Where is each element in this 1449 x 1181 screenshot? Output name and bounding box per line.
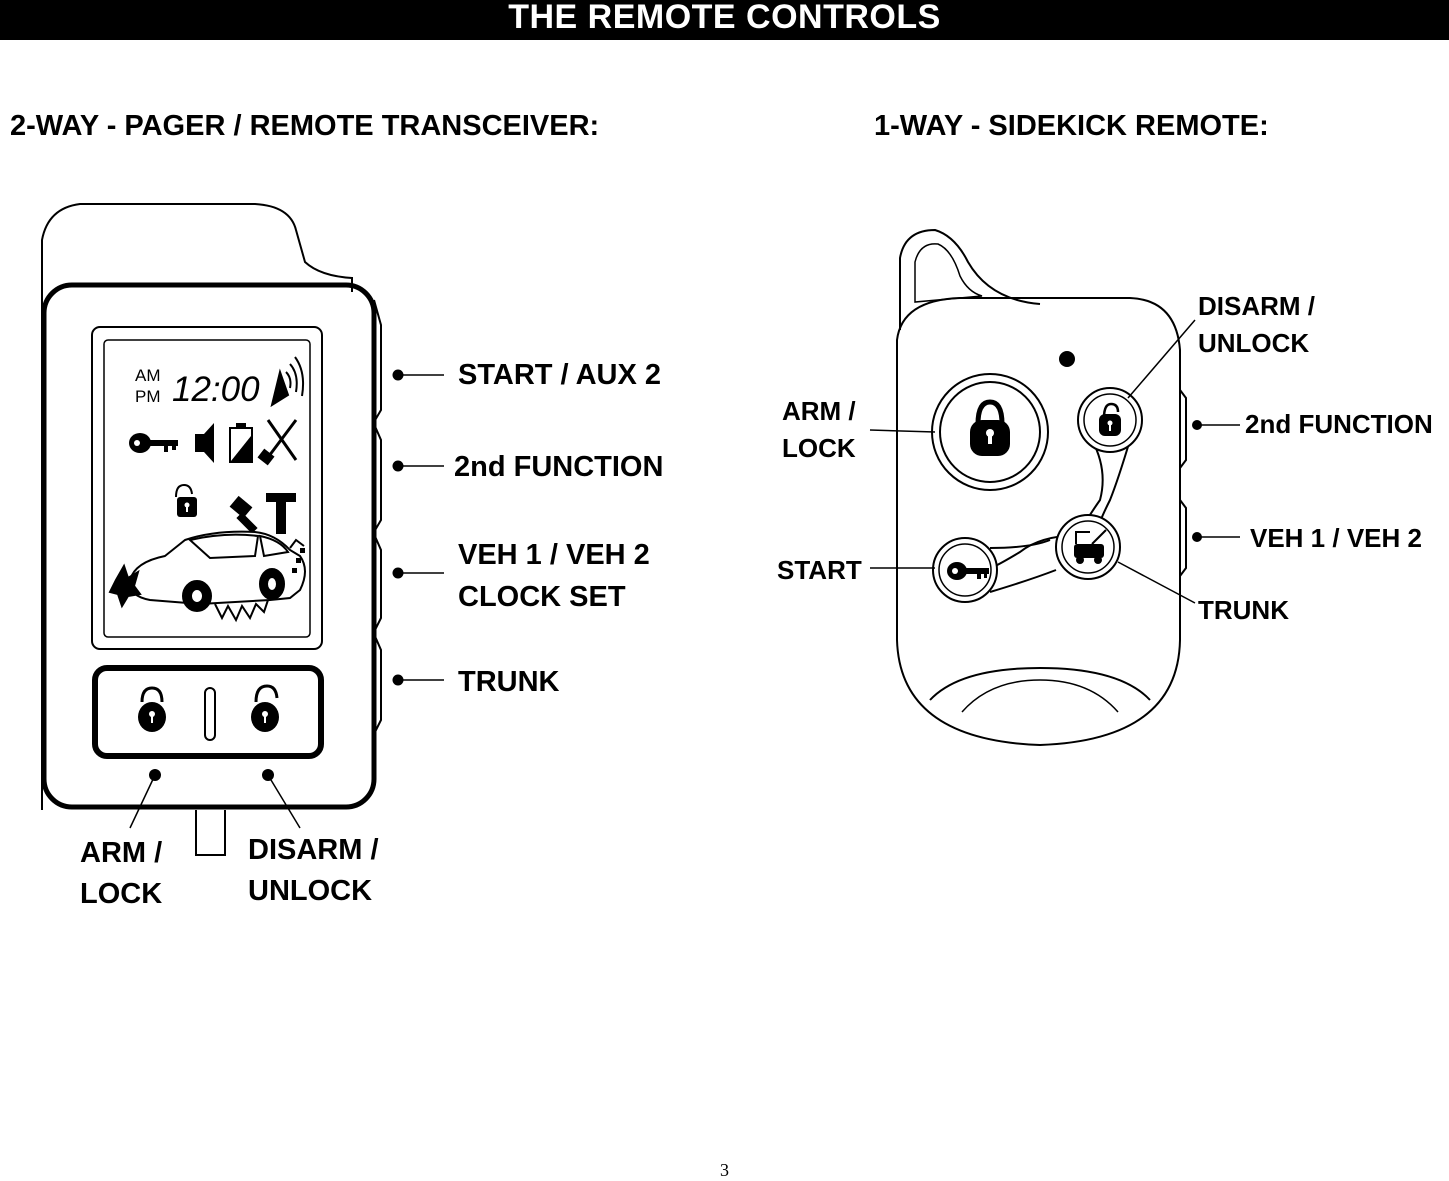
two-way-heading: 2-WAY - PAGER / REMOTE TRANSCEIVER: <box>10 110 600 142</box>
label-trunk: TRUNK <box>458 666 560 698</box>
sk-label-unlock: UNLOCK <box>1198 328 1310 358</box>
lock-icon <box>138 688 166 732</box>
sidekick-remote <box>897 230 1186 745</box>
label-unlock: UNLOCK <box>248 875 373 907</box>
sidekick-lock-button <box>932 374 1048 490</box>
car-icon <box>110 532 305 620</box>
pager-callouts <box>398 375 444 680</box>
sk-label-veh: VEH 1 / VEH 2 <box>1250 523 1422 553</box>
sidekick-unlock-button <box>1078 388 1142 452</box>
unlock-icon <box>176 485 197 517</box>
one-way-heading: 1-WAY - SIDEKICK REMOTE: <box>874 110 1269 142</box>
sk-label-arm: ARM / <box>782 396 856 426</box>
label-veh: VEH 1 / VEH 2 <box>458 539 650 571</box>
tools-icon <box>260 420 296 463</box>
sidekick-start-button <box>933 538 997 602</box>
led-indicator <box>1059 351 1075 367</box>
pager-arm-dot <box>149 769 161 781</box>
label-2nd-function: 2nd FUNCTION <box>454 451 664 483</box>
pager-disarm-dot <box>262 769 274 781</box>
sk-label-2nd-function: 2nd FUNCTION <box>1245 409 1433 439</box>
key-icon <box>129 433 178 453</box>
pager-remote <box>42 204 381 855</box>
sk-label-lock: LOCK <box>782 433 856 463</box>
page-title: THE REMOTE CONTROLS <box>508 0 941 36</box>
sk-label-disarm: DISARM / <box>1198 291 1315 321</box>
page-number: 3 <box>720 1160 729 1180</box>
hammer-icon <box>230 493 296 534</box>
sk-label-start: START <box>777 555 862 585</box>
label-clock-set: CLOCK SET <box>458 581 626 613</box>
battery-icon <box>230 423 252 462</box>
label-start-aux: START / AUX 2 <box>458 359 662 391</box>
sk-label-trunk: TRUNK <box>1198 595 1289 625</box>
lcd-am: AM <box>135 366 161 385</box>
lcd-pm: PM <box>135 387 161 406</box>
label-lock: LOCK <box>80 878 163 910</box>
lcd-time: 12:00 <box>172 370 260 409</box>
speaker-icon <box>195 423 214 463</box>
unlock-icon <box>251 686 279 732</box>
label-arm: ARM / <box>80 837 163 869</box>
sidekick-trunk-button <box>1056 515 1120 579</box>
label-disarm: DISARM / <box>248 834 379 866</box>
antenna-icon <box>272 357 303 405</box>
